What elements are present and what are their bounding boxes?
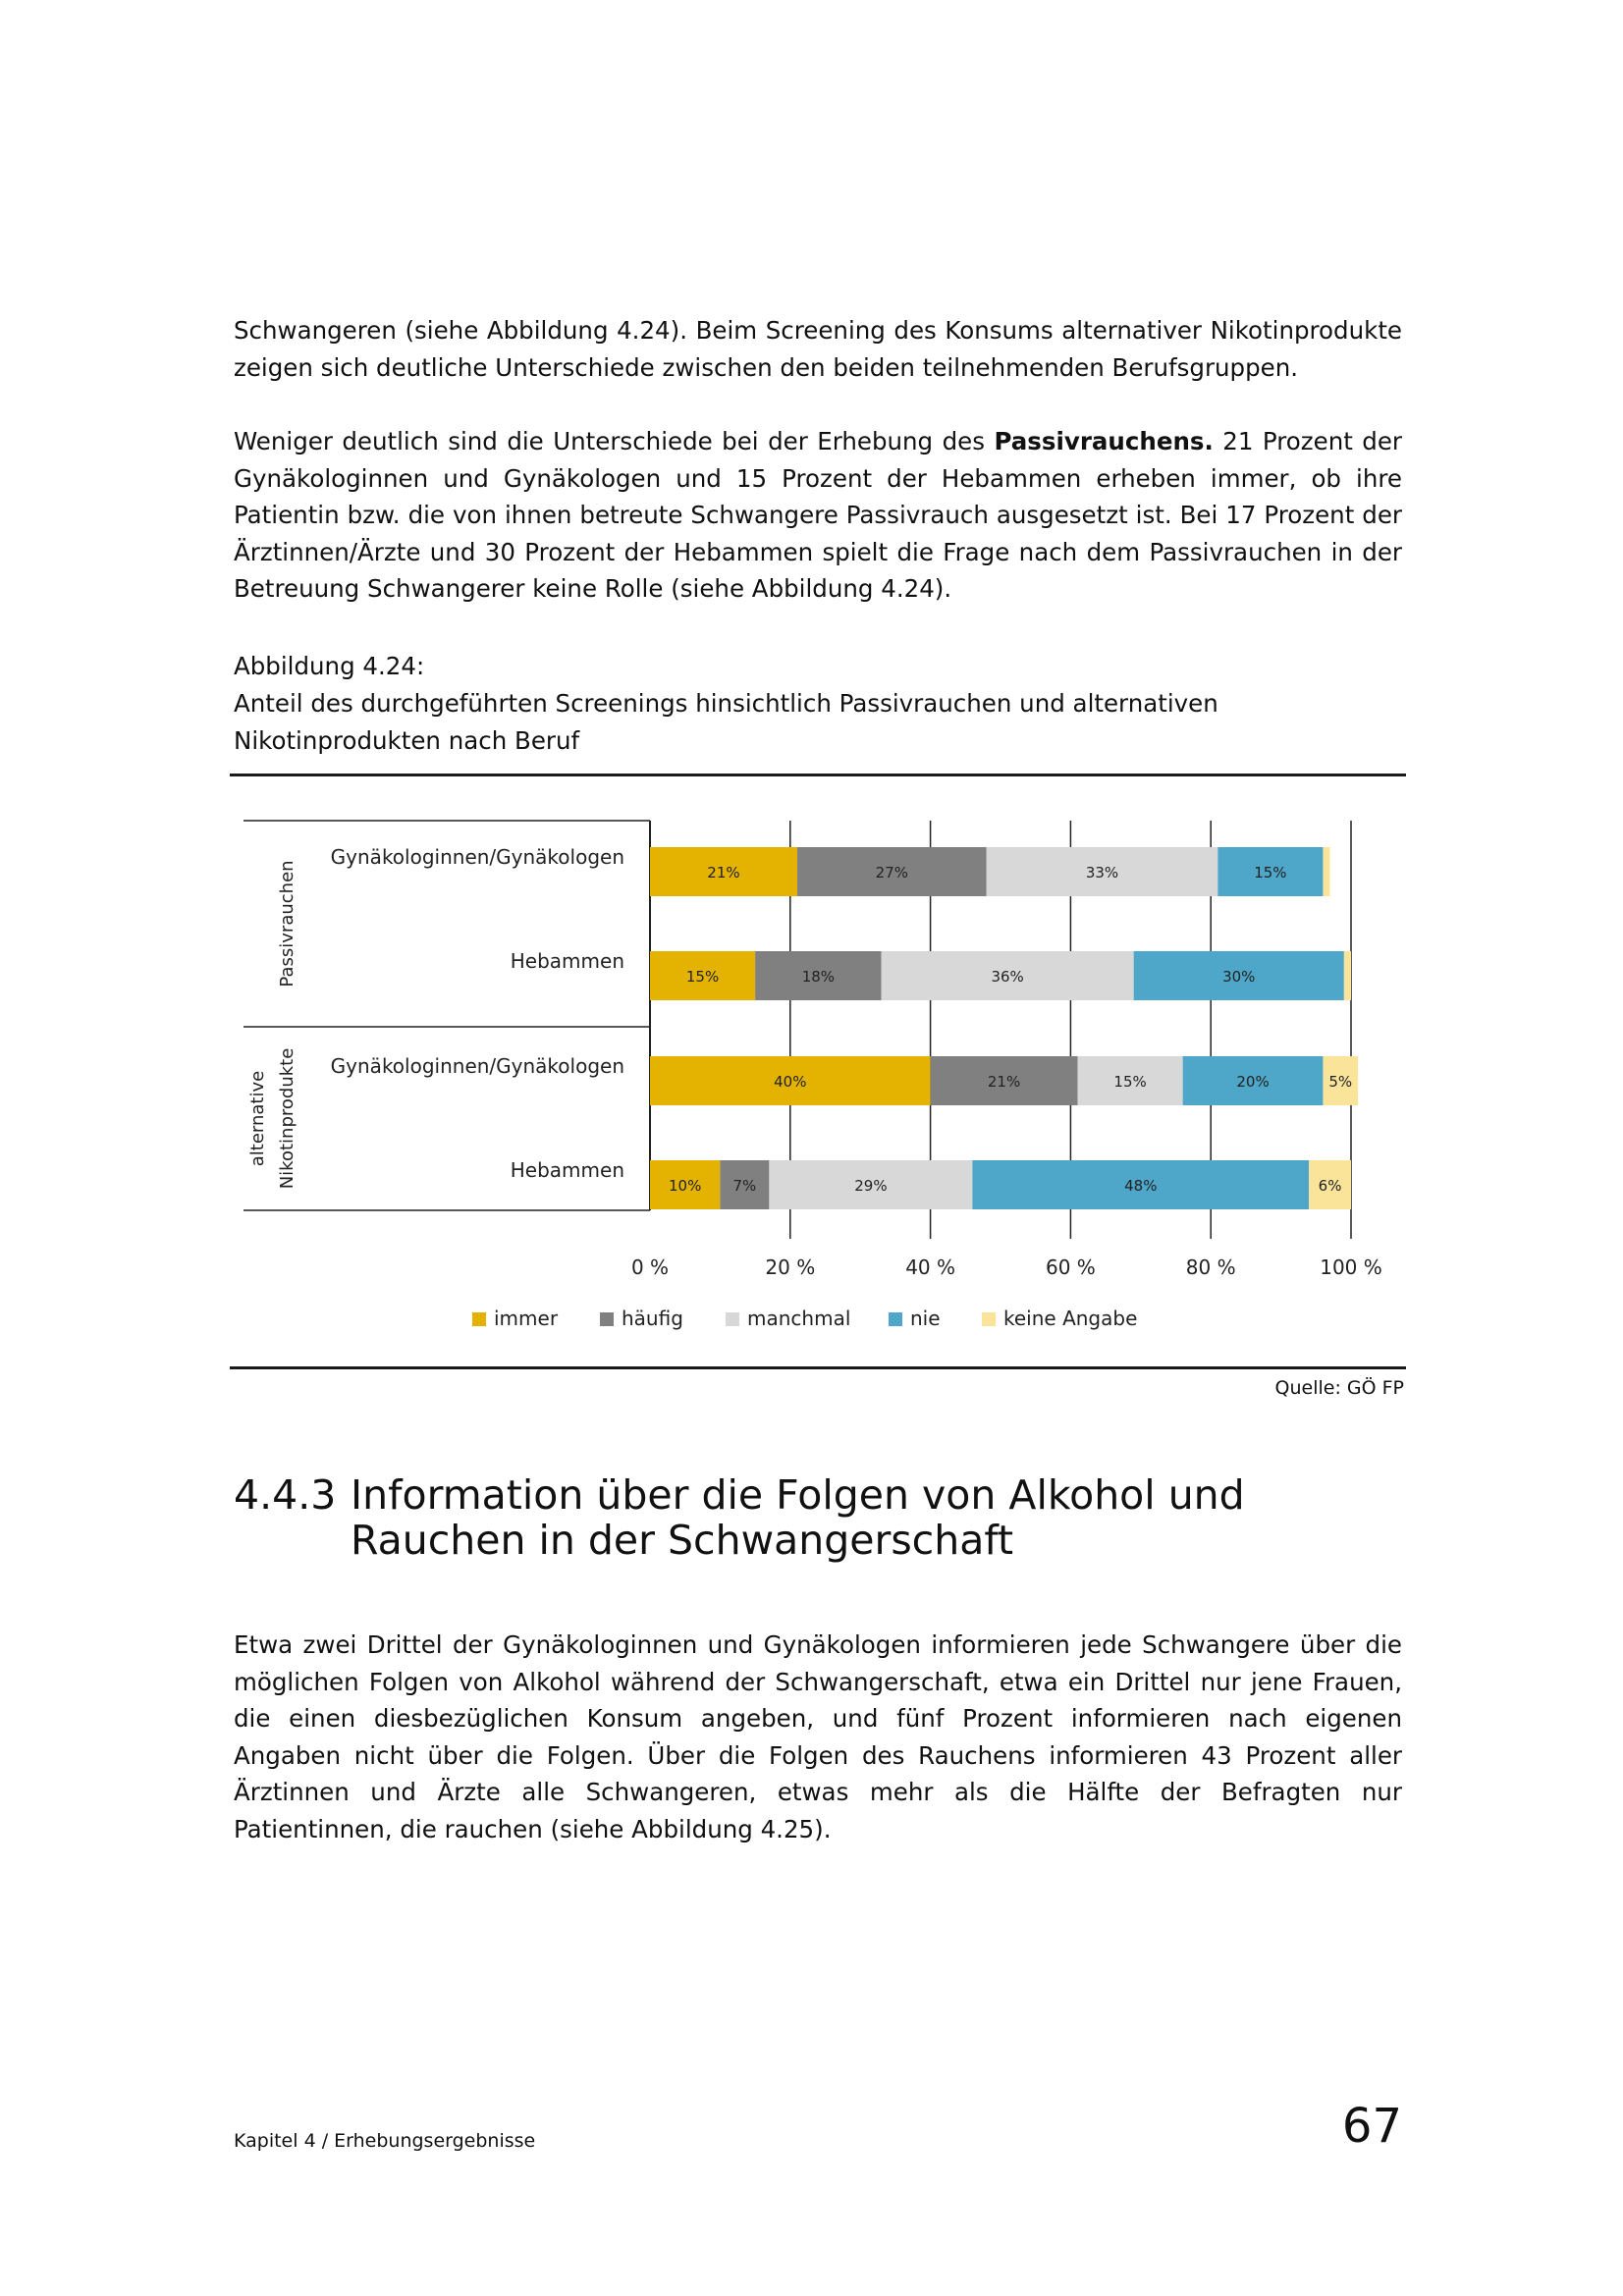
category-label: Gynäkologinnen/Gynäkologen [330,1054,624,1078]
data-label: 15% [1254,864,1287,881]
legend-swatch [982,1312,996,1326]
x-tick-label: 0 % [630,1255,670,1279]
data-label: 21% [987,1073,1021,1091]
data-label: 40% [774,1073,807,1091]
info-paragraph: Etwa zwei Drittel der Gynäkologinnen und Gynäkologen informieren jede Schwangere über die möglichen Folgen von Alkohol während der Schwangerschaft, etwa ein Drittel nur jene Frauen, die einen diesbezüglichen Konsum angeben, und fünf Prozent informieren nach eigenen Angaben nicht über die Folgen. Über die Folgen des Rauchens informieren 43 Prozent aller Ärztinnen und Ärzte alle Schwangeren, etwas mehr als die Hälfte der Befragten nur Patientinnen, die rauchen (siehe Abbildung 4.25). [234,1630,1402,1843]
x-tick-label: 80 % [1185,1255,1236,1279]
data-label: 7% [732,1177,757,1195]
data-label: 29% [854,1177,888,1195]
x-tick-label: 100 % [1320,1255,1382,1279]
legend-swatch [889,1312,902,1326]
data-label: 15% [1113,1073,1147,1091]
bar-segment [1344,951,1351,1000]
legend-label: manchmal [747,1307,851,1330]
x-tick-label: 60 % [1045,1255,1096,1279]
footer-chapter: Kapitel 4 / Erhebungsergebnisse [234,2130,536,2152]
section-number: 4.4.3 [234,1471,337,1519]
page-number: 67 [1341,2099,1402,2154]
legend-label: immer [494,1307,559,1330]
data-label: 33% [1085,864,1119,881]
bold-term: Passivrauchens. [994,427,1214,455]
data-label: 30% [1222,968,1256,986]
data-label: 6% [1318,1177,1342,1195]
data-label: 5% [1328,1073,1353,1091]
data-label: 48% [1124,1177,1158,1195]
category-label: Hebammen [510,1158,624,1182]
figure-title-line2: Nikotinprodukten nach Beruf [234,726,580,755]
legend-swatch [726,1312,739,1326]
paragraph-text-rest: 21 Prozent der Gynäkologinnen und Gynäkologen und 15 Prozent der Hebammen erheben immer, ob ihre Patientin bzw. die von ihnen betreute Schwangere Passivrauch ausgesetzt ist. Bei 17 Prozent der Ärztinnen/Ärzte und 30 Prozent der Hebammen spielt die Frage nach dem Passivrauchen in der Betreuung Schwangerer keine Rolle (siehe Abbildung 4.24). [234,427,1403,604]
category-label: Hebammen [510,949,624,973]
intro-paragraph: Schwangeren (siehe Abbildung 4.24). Beim Screening des Konsums alternativer Nikotinprodukte zeigen sich deutliche Unterschiede zwischen den beiden teilnehmenden Berufsgruppen. [234,316,1402,382]
group-label: Passivrauchen [277,860,298,988]
legend-swatch [472,1312,486,1326]
data-label: 27% [875,864,909,881]
bar-segment [1323,847,1329,896]
figure-label: Abbildung 4.24: [234,652,425,680]
legend-label: keine Angabe [1003,1307,1138,1330]
legend-label: häufig [622,1307,683,1330]
figure-bottom-rule [230,1366,1406,1369]
group-label: Nikotinprodukte [277,1047,298,1190]
section-title: Information über die Folgen von Alkohol und Rauchen in der Schwangerschaft [351,1471,1245,1564]
data-label: 10% [669,1177,702,1195]
figure-source: Quelle: GÖ FP [1274,1377,1404,1399]
category-label: Gynäkologinnen/Gynäkologen [330,845,624,869]
data-label: 18% [801,968,836,986]
x-tick-label: 40 % [905,1255,956,1279]
group-label: alternative [247,1070,268,1167]
paragraph-text-start: Weniger deutlich sind die Unterschiede bei der Erhebung des [234,427,995,455]
legend-swatch [600,1312,614,1326]
data-label: 36% [991,968,1024,986]
legend-label: nie [910,1307,941,1330]
figure-title-line1: Anteil des durchgeführten Screenings hinsichtlich Passivrauchen und alternativen [234,689,1218,718]
data-label: 20% [1236,1073,1270,1091]
data-label: 21% [707,864,740,881]
x-tick-label: 20 % [765,1255,816,1279]
data-label: 15% [685,968,720,986]
